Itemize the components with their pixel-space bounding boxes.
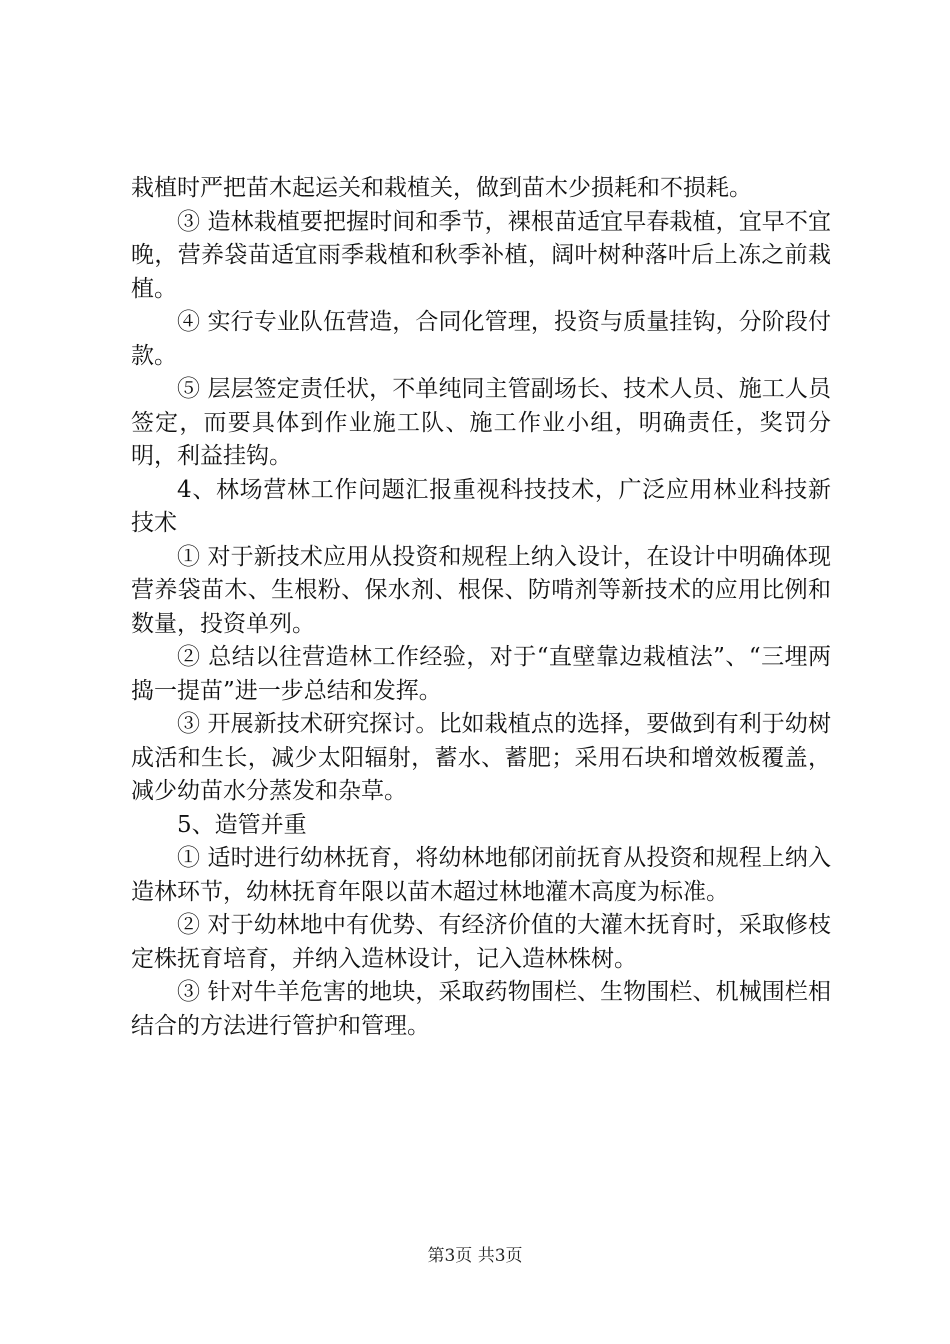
paragraph-item: ① 对于新技术应用从投资和规程上纳入设计，在设计中明确体现营养袋苗木、生根粉、保水剂、根保、防啃剂等新技术的应用比例和数量，投资单列。 xyxy=(131,543,831,637)
paragraph-item: ④ 实行专业队伍营造，合同化管理，投资与质量挂钩，分阶段付款。 xyxy=(131,309,831,369)
paragraph-item: ③ 开展新技术研究探讨。比如栽植点的选择，要做到有利于幼树成活和生长，减少太阳辐射，蓄水、蓄肥；采用石块和增效板覆盖，减少幼苗水分蒸发和杂草。 xyxy=(131,711,831,804)
paragraph-item: ③ 针对牛羊危害的地块，采取药物围栏、生物围栏、机械围栏相结合的方法进行管护和管理。 xyxy=(131,979,831,1039)
paragraph-item: ② 对于幼林地中有优势、有经济价值的大灌木抚育时，采取修枝定株抚育培育，并纳入造林设计，记入造林株树。 xyxy=(131,912,831,972)
paragraph-item: ① 适时进行幼林抚育，将幼林地郁闭前抚育从投资和规程上纳入造林环节，幼林抚育年限以苗木超过林地灌木高度为标准。 xyxy=(131,845,831,905)
document-body xyxy=(131,172,831,1043)
paragraph-continuation: 栽植时严把苗木起运关和栽植关，做到苗木少损耗和不损耗。 xyxy=(131,175,752,201)
page-footer: 第3页 共3页 xyxy=(427,1246,523,1266)
section-heading: 5、造管并重 xyxy=(177,811,307,838)
paragraph-item: ⑤ 层层签定责任状，不单纯同主管副场长、技术人员、施工人员签定，而要具体到作业施工队、施工作业小组，明确责任，奖罚分明，利益挂钩。 xyxy=(131,376,831,469)
section-heading: 4、林场营林工作问题汇报重视科技技术，广泛应用林业科技新技术 xyxy=(131,476,831,536)
paragraph-item: ③ 造林栽植要把握时间和季节，裸根苗适宜早春栽植，宜早不宜晚，营养袋苗适宜雨季栽植和秋季补植，阔叶树种落叶后上冻之前栽植。 xyxy=(131,208,831,302)
paragraph-item: ② 总结以往营造林工作经验，对于“直壁靠边栽植法”、“三埋两捣一提苗”进一步总结和发挥。 xyxy=(131,644,831,704)
